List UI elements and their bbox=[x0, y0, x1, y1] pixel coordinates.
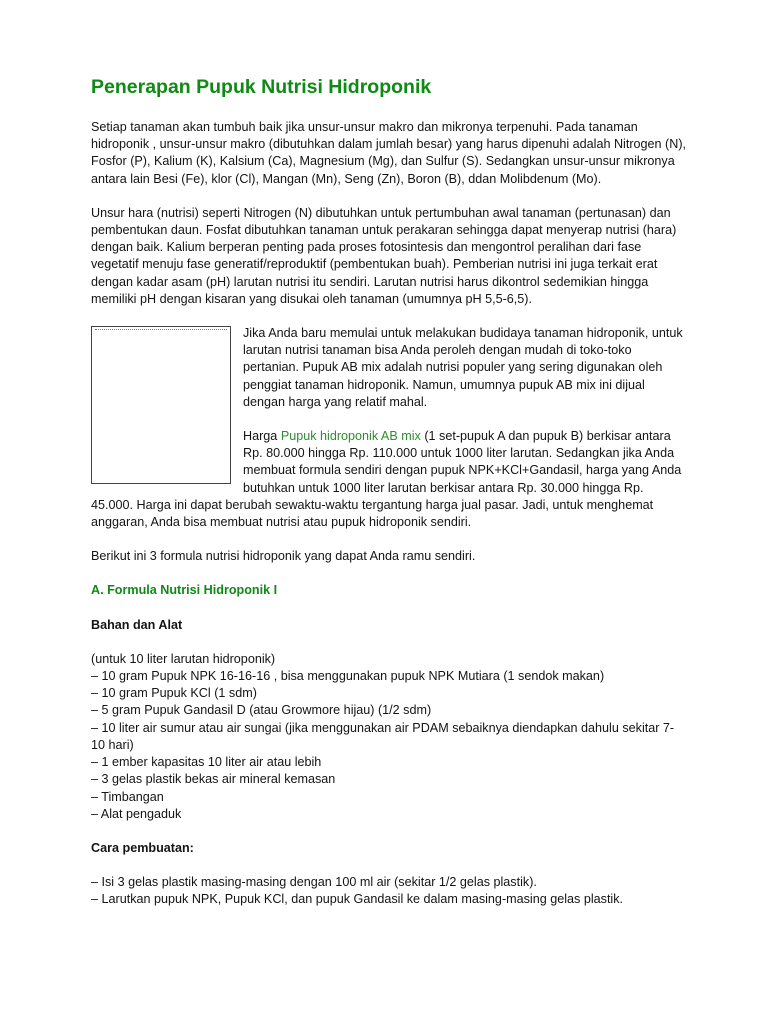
paragraph-nutrients: Unsur hara (nutrisi) seperti Nitrogen (N) dibutuhkan untuk pertumbuhan awal tanaman (pertunasan) dan pembentukan daun. Fosfat dibutuhkan tanaman untuk perakaran sehingga dapat menyerap nutrisi (hara) dengan baik. Kalium berperan penting pada proses fotosintesis dan mengontrol peralihan dari fase vegetatif menuju fase generatif/reproduktif (pembentukan buah). Pemberian nutrisi ini juga terkait erat dengan kadar asam (pH) larutan nutrisi itu sendiri. Larutan nutrisi harus dikontrol sedemikian hingga memiliki pH dengan kisaran yang disukai oleh tanaman (umumnya pH 5,5-6,5). bbox=[91, 205, 677, 306]
method-heading: Cara pembuatan: bbox=[91, 840, 194, 855]
list-item: – 10 liter air sumur atau air sungai (jika menggunakan air PDAM sebaiknya diendapkan dahulu sekitar 7-10 hari) bbox=[91, 720, 675, 752]
list-item: – Alat pengaduk bbox=[91, 806, 182, 821]
image-placeholder bbox=[91, 326, 231, 484]
section-a-heading: A. Formula Nutrisi Hidroponik I bbox=[91, 583, 278, 598]
materials-list bbox=[91, 651, 688, 823]
list-item: – 1 ember kapasitas 10 liter air atau lebih bbox=[91, 755, 322, 770]
list-item: – Isi 3 gelas plastik masing-masing dengan 100 ml air (sekitar 1/2 gelas plastik). bbox=[91, 875, 537, 890]
list-item: – 10 gram Pupuk NPK 16-16-16 , bisa menggunakan pupuk NPK Mutiara (1 sendok makan) bbox=[91, 669, 605, 684]
list-item: – 5 gram Pupuk Gandasil D (atau Growmore hijau) (1/2 sdm) bbox=[91, 703, 432, 718]
paragraph-formula-intro: Berikut ini 3 formula nutrisi hidroponik yang dapat Anda ramu sendiri. bbox=[91, 549, 476, 564]
list-item: (untuk 10 liter larutan hidroponik) bbox=[91, 651, 276, 666]
list-item: – Larutkan pupuk NPK, Pupuk KCl, dan pupuk Gandasil ke dalam masing-masing gelas plastik. bbox=[91, 892, 624, 907]
paragraph-ab-mix: Jika Anda baru memulai untuk melakukan budidaya tanaman hidroponik, untuk larutan nutrisi tanaman bisa Anda peroleh dengan mudah di toko-toko pertanian. Pupuk AB mix adalah nutrisi populer yang sering digunakan oleh penggiat tanaman hidroponik. Namun, umumnya pupuk AB mix ini dijual dengan harga yang relatif mahal. bbox=[243, 326, 683, 409]
list-item: – 3 gelas plastik bekas air mineral kemasan bbox=[91, 772, 336, 787]
method-list bbox=[91, 874, 688, 908]
paragraph-intro: Setiap tanaman akan tumbuh baik jika unsur-unsur makro dan mikronya terpenuhi. Pada tanaman hidroponik , unsur-unsur makro (dibutuhkan dalam jumlah besar) yang harus dipenuhi adalah Nitrogen (N), Fosfor (P), Kalium (K), Kalsium (Ca), Magnesium (Mg), dan Sulfur (S). Sedangkan unsur-unsur mikronya antara lain Besi (Fe), klor (Cl), Mangan (Mn), Seng (Zn), Boron (B), ddan Molibdenum (Mo). bbox=[91, 120, 687, 186]
image-caption-line bbox=[95, 329, 227, 332]
materials-heading: Bahan dan Alat bbox=[91, 617, 183, 632]
list-item: – Timbangan bbox=[91, 789, 164, 804]
article-title: Penerapan Pupuk Nutrisi Hidroponik bbox=[91, 76, 432, 98]
price-prefix: Harga bbox=[243, 429, 281, 444]
price-suffix: (1 set-pupuk A dan pupuk B) berkisar antara Rp. 80.000 hingga Rp. 110.000 untuk 1000 liter larutan. Sedangkan jika Anda membuat formula sendiri dengan pupuk NPK+KCl+Gandasil, harga yang Anda butuhkan untuk 1000 liter larutan berkisar antara Rp. 30.000 hingga Rp. 45.000. Harga ini dapat berubah sewaktu-waktu tergantung harga jual pasar. Jadi, untuk menghemat anggaran, Anda bisa membuat nutrisi atau pupuk hidroponik sendiri. bbox=[91, 429, 682, 530]
list-item: – 10 gram Pupuk KCl (1 sdm) bbox=[91, 686, 257, 701]
ab-mix-link[interactable]: Pupuk hidroponik AB mix bbox=[280, 429, 421, 444]
